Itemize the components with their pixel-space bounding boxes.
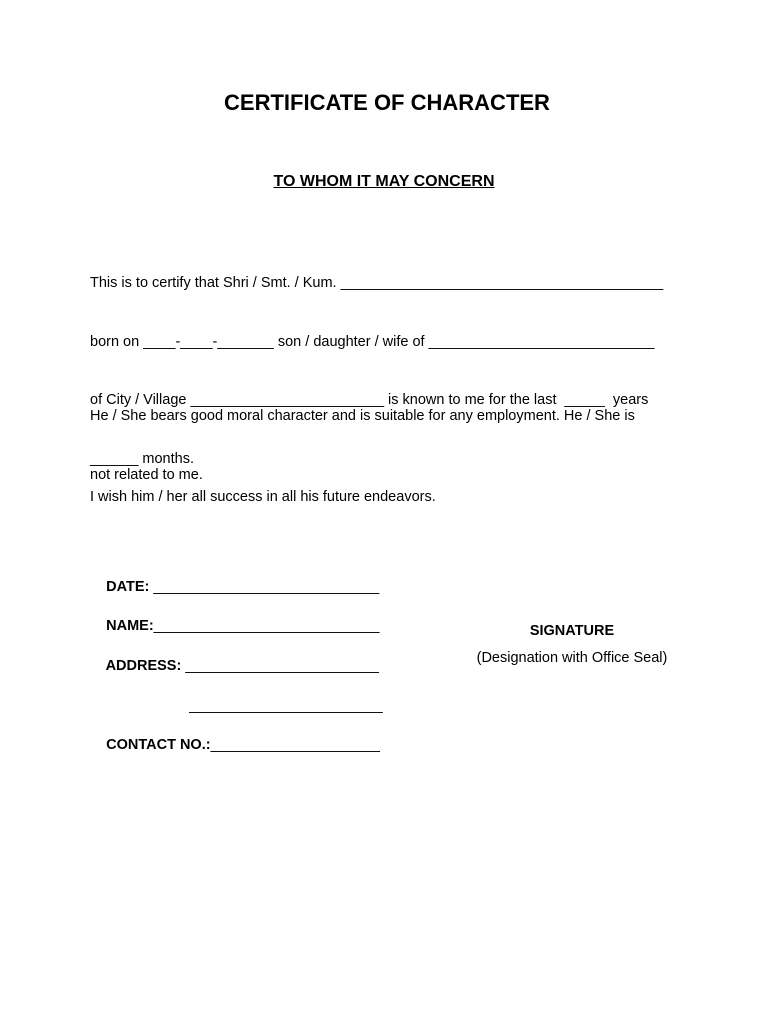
date-blank: ____________________________ [149, 579, 380, 595]
address-blank-2: ________________________ [189, 698, 383, 714]
document-title: CERTIFICATE OF CHARACTER [224, 90, 550, 115]
address-blank: ________________________ [181, 658, 379, 674]
signature-label: SIGNATURE [529, 623, 615, 639]
contact-label: CONTACT NO.: [106, 737, 211, 753]
signature-note: (Designation with Office Seal) [476, 650, 668, 666]
document-subtitle: TO WHOM IT MAY CONCERN [273, 173, 495, 190]
paragraph-line: I wish him / her all success in all his future endeavors. [90, 489, 436, 505]
contact-blank: _____________________ [210, 737, 380, 753]
paragraph-line: born on ____-____-_______ son / daughter / wife of ____________________________ [90, 333, 655, 350]
name-blank: ____________________________ [153, 618, 380, 634]
paragraph-line: of City / Village ________________________ is known to me for the last _____ years [90, 392, 649, 408]
contact-field [90, 721, 380, 769]
address-label: ADDRESS: [105, 658, 182, 674]
name-label: NAME: [106, 618, 154, 634]
paragraph-line: He / She bears good moral character and is suitable for any employment. He / She is [90, 408, 635, 424]
date-label: DATE: [106, 579, 150, 595]
paragraph-line: This is to certify that Shri / Smt. / Kum. ________________________________________ [90, 275, 664, 291]
paragraph-line: ______ months. [90, 450, 194, 467]
paragraph-line: not related to me. [90, 466, 203, 483]
wishes-paragraph [90, 452, 690, 543]
